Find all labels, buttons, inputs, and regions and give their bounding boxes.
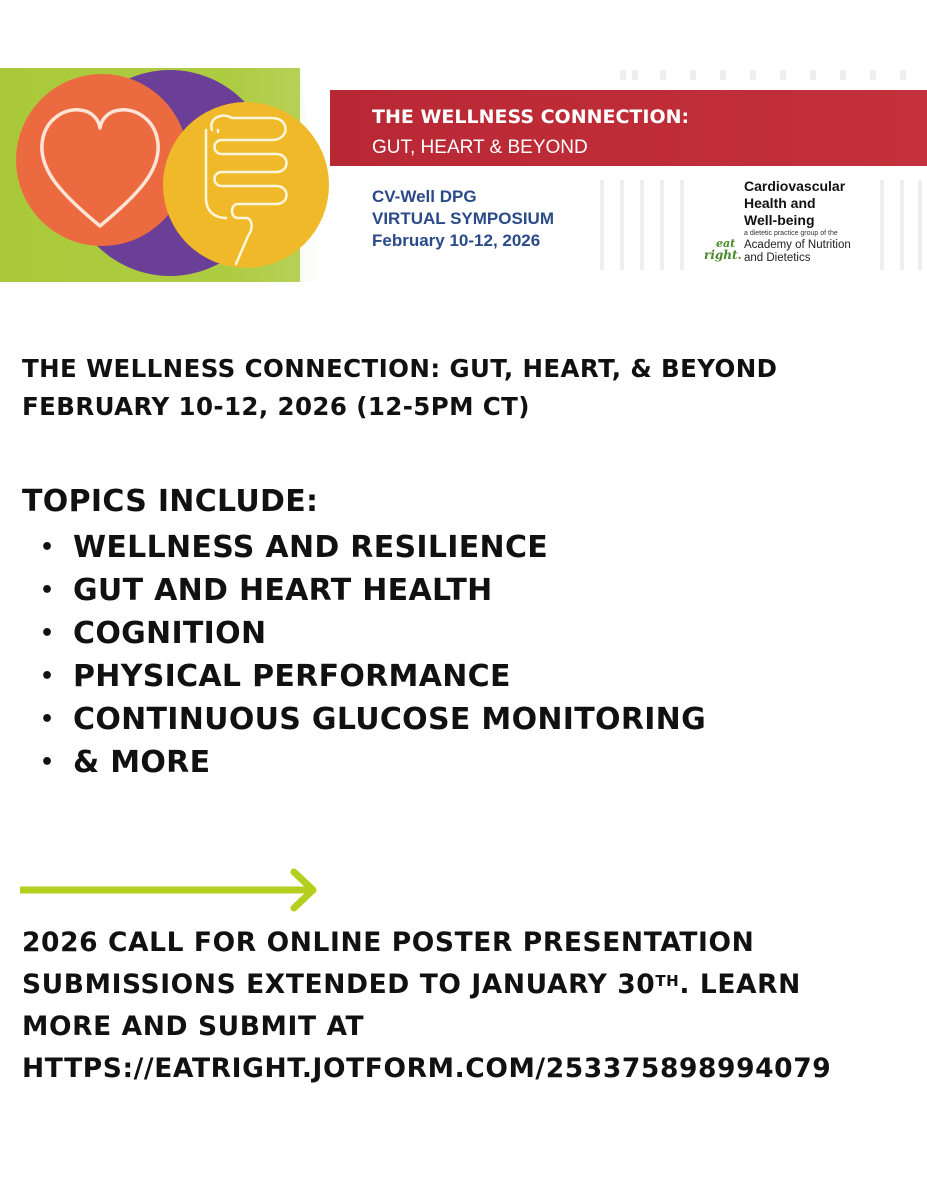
- list-item: [40, 612, 706, 655]
- academy-name: [744, 239, 851, 265]
- right-arrow-icon: [20, 868, 320, 914]
- topic-label: CONTINUOUS GLUCOSE MONITORING: [73, 702, 707, 737]
- org-name-line: Cardiovascular: [744, 178, 846, 194]
- banner-subtitle: GUT, HEART & BEYOND: [372, 137, 588, 158]
- org-name: [744, 178, 845, 229]
- logo-eat-text: eat: [716, 237, 736, 250]
- eatright-logo: [702, 238, 742, 268]
- logo-right-text: right.: [704, 248, 742, 262]
- list-item: [40, 741, 706, 784]
- list-item: [40, 698, 706, 741]
- list-item: [40, 569, 706, 612]
- cta-line-text: . LEARN: [679, 969, 801, 1000]
- bullet-icon: •: [40, 750, 55, 775]
- bullet-icon: •: [40, 578, 55, 603]
- org-tagline: a dietetic practice group of the: [744, 230, 838, 237]
- banner-event-info: [372, 186, 554, 252]
- banner-event-line: CV-Well DPG: [372, 187, 477, 206]
- bullet-icon: •: [40, 707, 55, 732]
- cta-line: MORE AND SUBMIT AT: [22, 1011, 365, 1042]
- call-for-posters: [22, 922, 831, 1090]
- topic-label: & MORE: [73, 745, 211, 780]
- bullet-icon: •: [40, 621, 55, 646]
- event-dates: FEBRUARY 10-12, 2026 (12-5PM CT): [22, 392, 530, 421]
- org-name-line: Health and: [744, 195, 816, 211]
- cta-line: [22, 964, 831, 1006]
- event-title: THE WELLNESS CONNECTION: GUT, HEART, & BEYOND: [22, 354, 778, 383]
- topic-label: GUT AND HEART HEALTH: [73, 573, 493, 608]
- banner-title: THE WELLNESS CONNECTION:: [372, 106, 690, 128]
- cta-line: 2026 CALL FOR ONLINE POSTER PRESENTATION: [22, 927, 755, 958]
- banner-event-line: VIRTUAL SYMPOSIUM: [372, 209, 554, 228]
- topic-label: COGNITION: [73, 616, 267, 651]
- cta-line-text: SUBMISSIONS EXTENDED TO JANUARY 30: [22, 969, 656, 1000]
- submission-url[interactable]: HTTPS://EATRIGHT.JOTFORM.COM/253375898994079: [22, 1053, 832, 1084]
- academy-line: Academy of Nutrition: [744, 239, 851, 251]
- academy-line: and Dietetics: [744, 252, 811, 264]
- symposium-banner: [0, 68, 927, 282]
- topic-label: PHYSICAL PERFORMANCE: [73, 659, 511, 694]
- bullet-icon: •: [40, 535, 55, 560]
- banner-event-line: February 10-12, 2026: [372, 231, 541, 250]
- list-item: [40, 526, 706, 569]
- list-item: [40, 655, 706, 698]
- topic-label: WELLNESS AND RESILIENCE: [73, 530, 549, 565]
- ordinal-suffix: TH: [655, 972, 680, 990]
- topics-heading: TOPICS INCLUDE:: [22, 484, 319, 519]
- org-name-line: Well-being: [744, 212, 815, 228]
- bullet-icon: •: [40, 664, 55, 689]
- heart-circle: [16, 74, 188, 246]
- topics-list: [40, 526, 706, 784]
- event-heading: [22, 350, 777, 426]
